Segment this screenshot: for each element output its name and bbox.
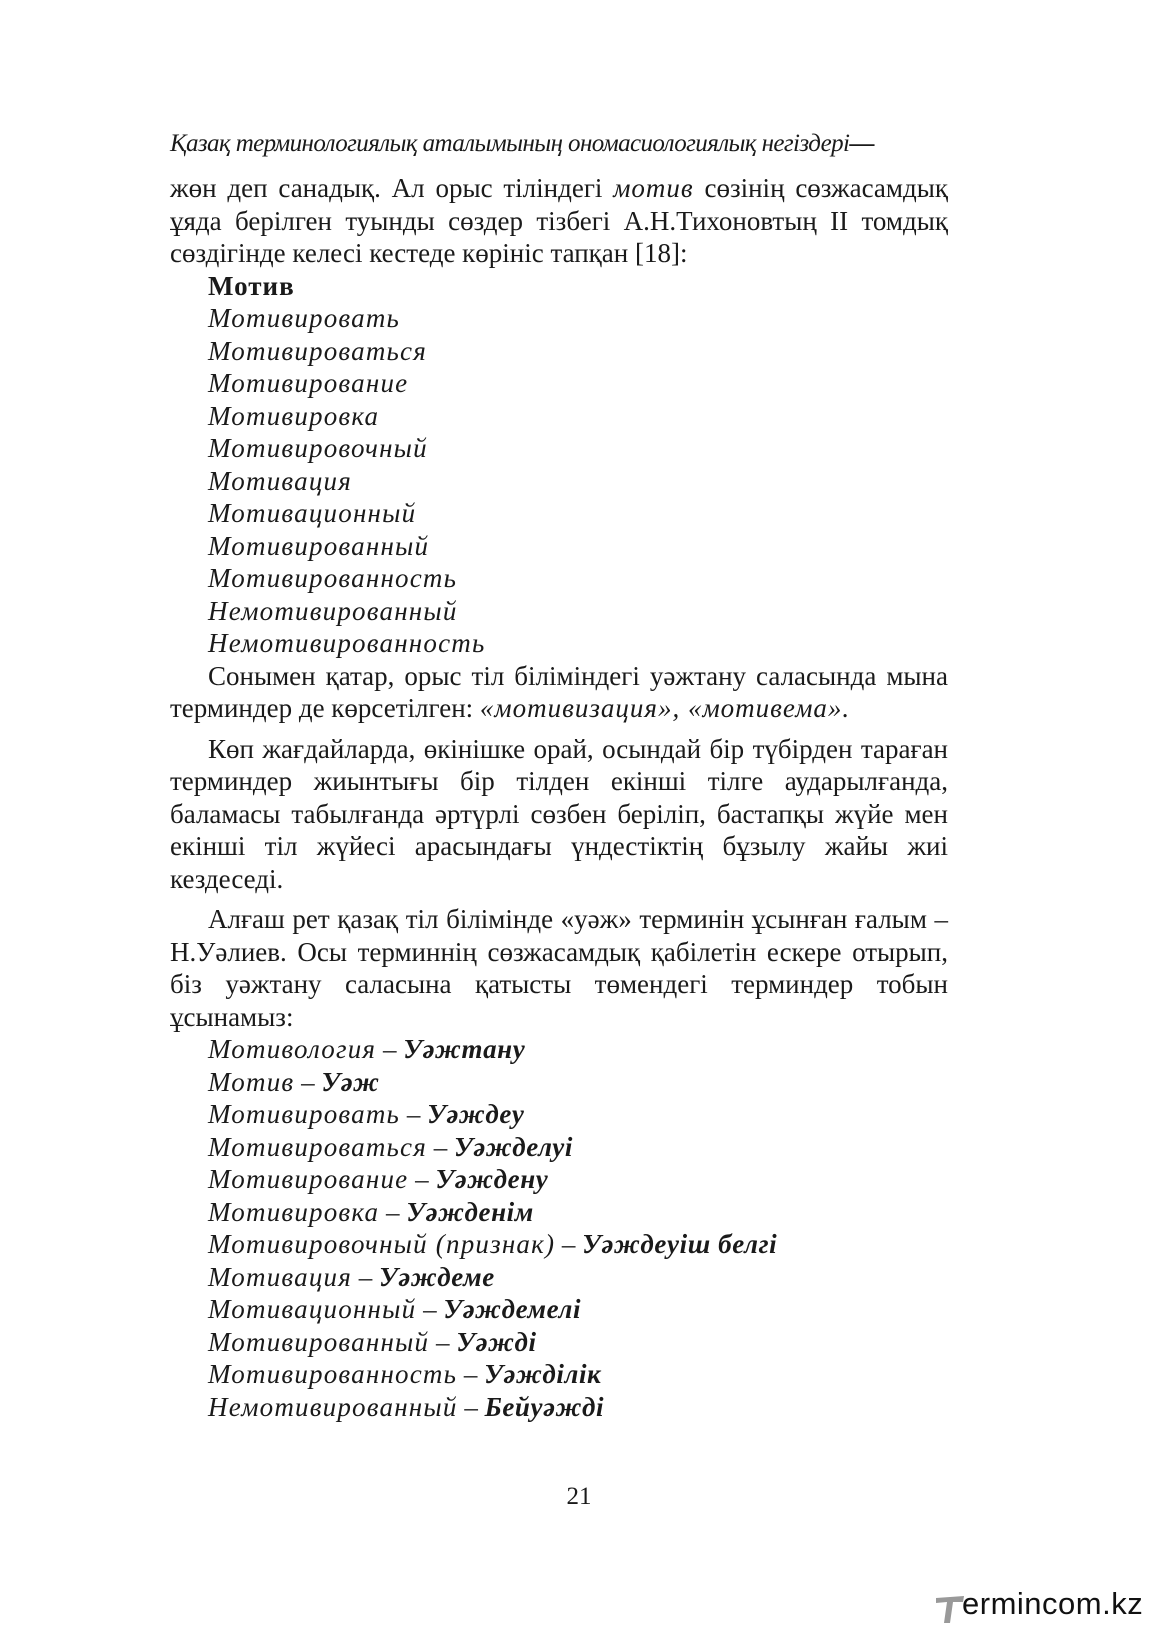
russian-list-item: Мотивированность	[208, 563, 458, 593]
paragraph-translation-issue: Көп жағдайларда, өкінішке орай, осындай бір түбірден тараған терминдер жиынтығы бір тілден екінші тілге аударылғанда, баламасы табылғанда әртүрлі сөзбен беріліп, бастапқы жүйе мен екінші тіл жүйесі арасындағы үндестіктің бұзылу жайы жиі кездеседі.	[170, 733, 948, 894]
page-body	[170, 172, 948, 1423]
russian-list-item: Немотивированность	[208, 628, 486, 658]
russian-list-item: Мотивировка	[208, 400, 380, 431]
term-russian: Мотивированность	[208, 1359, 458, 1389]
term-pair	[170, 1293, 948, 1326]
paragraph-proposal: Алғаш рет қазақ тіл білімінде «уәж» терминін ұсынған ғалым – Н.Уәлиев. Осы терминнің сөзжасамдық қабілетін ескере отырып, біз уәжтану саласына қатысты төмендегі терминдер тобын ұсынамыз:	[170, 904, 948, 1032]
page-number: 21	[566, 1483, 592, 1510]
term-pair	[170, 1326, 948, 1359]
term-russian: Мотив	[208, 1066, 295, 1097]
running-header-title: Қазақ терминологиялық аталымының ономасиологиялық негіздері	[170, 130, 850, 157]
term-pair	[170, 1163, 948, 1196]
term-pair	[170, 1228, 948, 1261]
paragraph-intro	[170, 172, 948, 270]
term-russian: Мотивировочный (признак)	[208, 1229, 556, 1259]
term-pair	[170, 1196, 948, 1229]
russian-list-item: Мотивироваться	[208, 335, 427, 366]
term-kazakh: Уәждеуіш белгі	[582, 1229, 778, 1259]
term-separator: –	[382, 1034, 397, 1064]
term-russian: Мотивирование	[208, 1164, 409, 1194]
paragraph-intro-part2: сөзінің сөзжасамдық ұяда берілген туынды сөздер тізбегі А.Н.Тихоновтың ІІ томдық сөздігінде келесі кестеде көрініс тапқан [18]:	[170, 173, 948, 268]
term-kazakh: Уәжді	[456, 1326, 537, 1357]
watermark-text: ermincom.kz	[962, 1586, 1144, 1621]
term-russian: Мотивировать	[208, 1099, 401, 1129]
term-separator: –	[301, 1066, 315, 1097]
russian-derivatives-list	[170, 270, 948, 660]
russian-list-item: Мотивировать	[208, 303, 401, 333]
term-kazakh: Уәжтану	[403, 1034, 526, 1064]
term-kazakh: Уәждемелі	[443, 1294, 582, 1324]
paragraph-motivization	[170, 660, 948, 725]
russian-list-item: Мотивация	[208, 465, 352, 496]
term-russian: Мотивированный	[208, 1326, 430, 1357]
term-separator: –	[358, 1261, 373, 1292]
paragraph-intro-emphasis: мотив	[613, 173, 694, 203]
term-pair	[170, 1261, 948, 1294]
term-kazakh: Бейуәжді	[484, 1391, 605, 1422]
term-separator: –	[463, 1359, 478, 1389]
russian-list-item: Мотивированный	[208, 530, 430, 561]
term-russian: Мотивология	[208, 1034, 377, 1064]
term-separator: –	[464, 1391, 478, 1422]
term-separator: –	[433, 1131, 448, 1162]
term-russian: Немотивированный	[208, 1391, 458, 1422]
russian-list-item: Мотивационный	[208, 498, 417, 528]
paragraph-motivization-text: Сонымен қатар, орыс тіл біліміндегі уәжтану саласында мына терминдер де көрсетілген:	[170, 660, 948, 723]
term-russian: Мотивация	[208, 1261, 352, 1292]
term-separator: –	[415, 1164, 429, 1194]
term-pair	[170, 1033, 948, 1066]
termincom-watermark	[934, 1586, 1144, 1628]
russian-list-item: Мотивировочный	[208, 433, 428, 463]
term-kazakh: Уәжделуі	[453, 1131, 573, 1162]
term-pair	[170, 1098, 948, 1131]
term-russian: Мотивационный	[208, 1294, 417, 1324]
term-pair	[170, 1358, 948, 1391]
russian-list-head: Мотив	[208, 270, 295, 301]
term-kazakh: Уәждену	[435, 1164, 549, 1194]
term-kazakh: Уәжденім	[406, 1196, 534, 1227]
term-kazakh: Уәждеме	[379, 1261, 495, 1292]
term-kazakh: Уәжділік	[484, 1359, 602, 1389]
term-russian: Мотивироваться	[208, 1131, 427, 1162]
russian-list-item: Мотивирование	[208, 368, 409, 398]
term-russian: Мотивировка	[208, 1196, 380, 1227]
term-separator: –	[436, 1326, 450, 1357]
term-pair	[170, 1131, 948, 1164]
term-separator: –	[561, 1229, 576, 1259]
term-kazakh: Уәждеу	[427, 1099, 525, 1129]
running-header	[170, 130, 960, 158]
running-header-dash: —	[849, 130, 874, 157]
term-separator: –	[406, 1099, 421, 1129]
term-separator: –	[423, 1294, 437, 1324]
paragraph-motivization-emphasis: «мотивизация», «мотивема».	[479, 693, 851, 723]
term-pair	[170, 1391, 948, 1424]
term-kazakh: Уәж	[321, 1066, 380, 1097]
term-pairs-list	[170, 1033, 948, 1423]
paragraph-intro-part1: жөн деп санадық. Ал орыс тіліндегі	[170, 173, 614, 203]
term-separator: –	[385, 1196, 400, 1227]
term-pair	[170, 1066, 948, 1099]
russian-list-item: Немотивированный	[208, 595, 458, 626]
